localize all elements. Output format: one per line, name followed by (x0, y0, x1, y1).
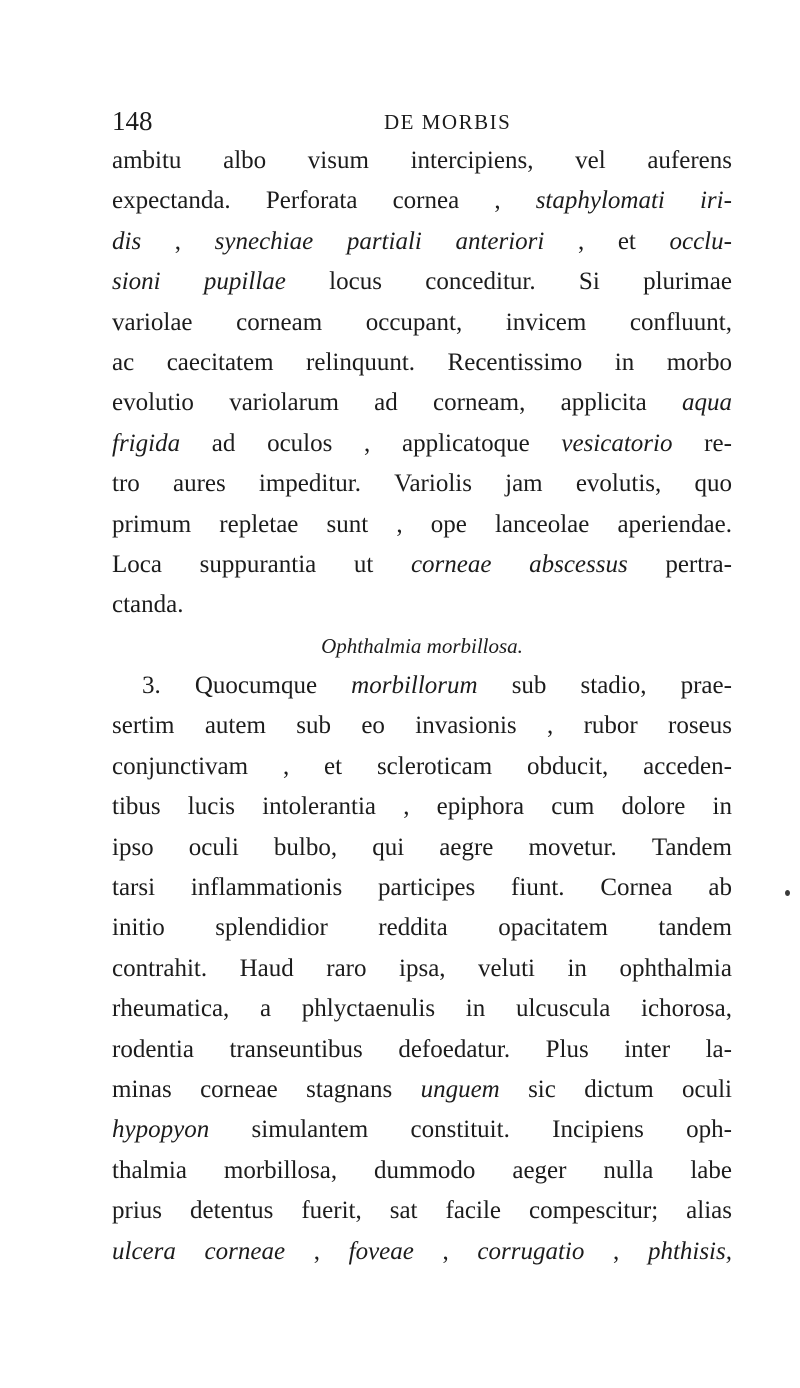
text-line (112, 464, 732, 504)
word: partiali (346, 227, 422, 255)
word: alias (686, 1197, 732, 1225)
word: fuerit, (301, 1197, 362, 1225)
word: qui (372, 833, 405, 861)
word: sub (511, 672, 547, 700)
word: ipso (112, 833, 154, 861)
text-line (112, 505, 732, 545)
word: repletae (219, 510, 299, 538)
word: phthisis, (647, 1237, 732, 1265)
word: ipsa, (399, 954, 446, 982)
word: participes (378, 874, 476, 902)
word: plurimae (643, 268, 732, 296)
text-line (112, 383, 732, 423)
word: dictum (584, 1075, 654, 1103)
word: ctanda. (112, 591, 184, 619)
word: dis (112, 227, 142, 255)
word: sub (296, 712, 331, 740)
word: corneam (236, 308, 323, 336)
word: morbo (666, 348, 732, 376)
word: dummodo (374, 1156, 476, 1184)
word: aperiendae. (617, 510, 732, 538)
word: oculi (681, 1075, 732, 1103)
word: lanceolae (494, 510, 590, 538)
word: invasionis (415, 712, 517, 740)
text-line (112, 706, 732, 746)
word: aeger (512, 1156, 567, 1184)
word: inter (624, 1035, 671, 1063)
word: ab (708, 874, 732, 902)
word: tarsi (112, 874, 156, 902)
word: abscessus (529, 550, 628, 578)
word: iri- (699, 187, 732, 215)
word: , (282, 752, 290, 780)
text-line (112, 666, 732, 706)
word: occupant, (365, 308, 463, 336)
text-line (112, 181, 732, 221)
word: raro (326, 954, 367, 982)
word: autem (204, 712, 266, 740)
word: intercipiens, (410, 147, 534, 174)
word: compescitur; (529, 1197, 659, 1225)
word: rheumatica, (112, 995, 230, 1023)
text-line (112, 908, 732, 948)
word: Loca (112, 550, 162, 578)
word: in (567, 954, 587, 982)
word: rodentia (112, 1035, 194, 1063)
word: foveae (348, 1237, 414, 1265)
word: , (613, 1237, 620, 1265)
text-line (112, 222, 732, 262)
word: Quocumque (194, 672, 318, 700)
word: stagnans (306, 1075, 393, 1103)
word: ambitu (112, 147, 182, 174)
word: evolutis, (575, 470, 662, 498)
word: vesicatorio (561, 429, 673, 457)
word: corneae (200, 1075, 278, 1103)
word: ulcera (112, 1237, 176, 1265)
text-line (112, 585, 732, 625)
word: a (260, 995, 272, 1023)
word: phlyctaenulis (301, 995, 436, 1023)
word: constituit. (410, 1116, 510, 1144)
word: morbillorum (351, 672, 478, 700)
word: in (465, 995, 486, 1023)
word: unguem (420, 1075, 500, 1103)
text-line (112, 949, 732, 989)
word: invicem (505, 308, 587, 336)
word: Si (578, 268, 600, 296)
word: applicita (560, 389, 647, 417)
word: , (577, 227, 585, 255)
word: inflammationis (190, 874, 343, 902)
text-line (112, 787, 732, 827)
word: lucis (187, 793, 236, 821)
word: obducit, (527, 752, 609, 780)
word: staphylomati (535, 187, 665, 215)
word: epiphora (436, 793, 525, 821)
word: dolore (621, 793, 686, 821)
word: opacitatem (498, 914, 608, 942)
word: , (546, 712, 554, 740)
word: oculos (267, 429, 333, 457)
word: Haud (239, 954, 294, 982)
word: scleroticam (376, 752, 493, 780)
word: ulcuscula (515, 995, 611, 1023)
text-line (112, 828, 732, 868)
page-number: 148 (112, 106, 153, 136)
text-line (112, 343, 732, 383)
word: pupillae (203, 268, 286, 296)
word: variolae (112, 308, 193, 336)
word: , (403, 793, 410, 821)
word: et (617, 227, 636, 255)
word: corneam, (433, 389, 526, 417)
word: oph- (686, 1116, 732, 1144)
word: acceden- (643, 752, 732, 780)
word: primum (112, 510, 192, 538)
word: ac (112, 348, 135, 376)
text-line (112, 545, 732, 585)
word: caecitatem (166, 348, 274, 376)
text-line (112, 262, 732, 302)
word: eo (361, 712, 385, 740)
word: transeuntibus (229, 1035, 363, 1063)
word: conjunctivam (112, 752, 249, 780)
word: Ophthalmia morbillosa. (321, 633, 523, 658)
word: splendidior (215, 914, 328, 942)
word: re- (704, 429, 732, 457)
text-line (112, 1151, 732, 1191)
word: prae- (680, 672, 732, 700)
word: prius (112, 1197, 162, 1225)
word: rubor (583, 712, 638, 740)
word: veluti (478, 954, 535, 982)
word: ophthalmia (619, 954, 732, 982)
word: , (442, 1237, 449, 1265)
text-line (112, 141, 732, 181)
word: 3. (142, 672, 161, 700)
word: corneae (410, 550, 492, 578)
word: movetur. (528, 833, 617, 861)
word: morbillosa, (223, 1156, 338, 1184)
body-text (112, 141, 732, 1272)
word: in (712, 793, 732, 821)
word: quo (694, 470, 732, 498)
word: auferens (647, 147, 732, 174)
word: reddita (378, 914, 448, 942)
word: Cornea (600, 874, 673, 902)
word: , (313, 1237, 320, 1265)
word: facile (445, 1197, 502, 1225)
word: Variolis (394, 470, 472, 498)
word: minas (112, 1075, 172, 1103)
word: roseus (668, 712, 732, 740)
word: hypopyon (112, 1116, 210, 1144)
word: stadio, (580, 672, 647, 700)
word: impeditur. (258, 470, 361, 498)
word: aures (172, 470, 226, 498)
word: albo (223, 147, 267, 174)
text-line (112, 303, 732, 343)
running-title: DE MORBIS (384, 110, 512, 134)
word: Tandem (651, 833, 732, 861)
word: evolutio (112, 389, 194, 417)
section-heading (112, 626, 732, 666)
word: fiunt. (511, 874, 565, 902)
word: vel (575, 147, 606, 174)
word: jam (505, 470, 543, 498)
word: labe (690, 1156, 732, 1184)
word: , (494, 187, 501, 215)
word: , (174, 227, 182, 255)
word: la- (705, 1035, 732, 1063)
word: tibus (112, 793, 161, 821)
text-line (112, 868, 732, 908)
word: corneae (204, 1237, 286, 1265)
word: Incipiens (552, 1116, 644, 1144)
word: ad (374, 389, 398, 417)
word: cum (551, 793, 595, 821)
word: et (324, 752, 343, 780)
word: aegre (439, 833, 494, 861)
text-line (112, 747, 732, 787)
word: oculi (188, 833, 239, 861)
word: defoedatur. (398, 1035, 511, 1063)
word: occlu- (669, 227, 732, 255)
word: pertra- (665, 550, 732, 578)
page-edge-mark (785, 890, 790, 896)
word: tro (112, 470, 140, 498)
word: , (364, 429, 371, 457)
word: sunt (326, 510, 369, 538)
word: contrahit. (112, 954, 208, 982)
word: , (396, 510, 403, 538)
word: visum (307, 147, 369, 174)
word: sat (389, 1197, 418, 1225)
word: anteriori (455, 227, 545, 255)
text-line (112, 989, 732, 1029)
word: simulantem (251, 1116, 369, 1144)
text-line (112, 424, 732, 464)
word: locus (329, 268, 382, 296)
word: ut (353, 550, 374, 578)
word: in (614, 348, 635, 376)
page-header (112, 103, 732, 143)
word: applicatoque (401, 429, 530, 457)
word: nulla (603, 1156, 654, 1184)
word: tandem (658, 914, 732, 942)
word: detentus (190, 1197, 274, 1225)
word: synechiae (214, 227, 314, 255)
word: expectanda. (112, 187, 231, 215)
word: sic (528, 1075, 556, 1103)
word: confluunt, (629, 308, 732, 336)
word: suppurantia (199, 550, 317, 578)
word: Perforata (265, 187, 358, 215)
word: ope (430, 510, 467, 538)
word: corrugatio (477, 1237, 585, 1265)
word: Plus (545, 1035, 589, 1063)
word: bulbo, (273, 833, 338, 861)
word: variolarum (229, 389, 339, 417)
word: conceditur. (425, 268, 536, 296)
text-line (112, 1110, 732, 1150)
word: cornea (392, 187, 460, 215)
word: aqua (681, 389, 732, 417)
text-line (112, 1030, 732, 1070)
word: relinquunt. (306, 348, 416, 376)
word: thalmia (112, 1156, 187, 1184)
text-line (112, 1191, 732, 1231)
word: Recentissimo (447, 348, 583, 376)
word: frigida (112, 429, 181, 457)
word: ichorosa, (641, 995, 732, 1023)
text-line (112, 1070, 732, 1110)
word: initio (112, 914, 165, 942)
word: sertim (112, 712, 175, 740)
text-line (112, 1232, 732, 1272)
word: sioni (112, 268, 161, 296)
word: ad (211, 429, 236, 457)
word: intolerantia (262, 793, 377, 821)
